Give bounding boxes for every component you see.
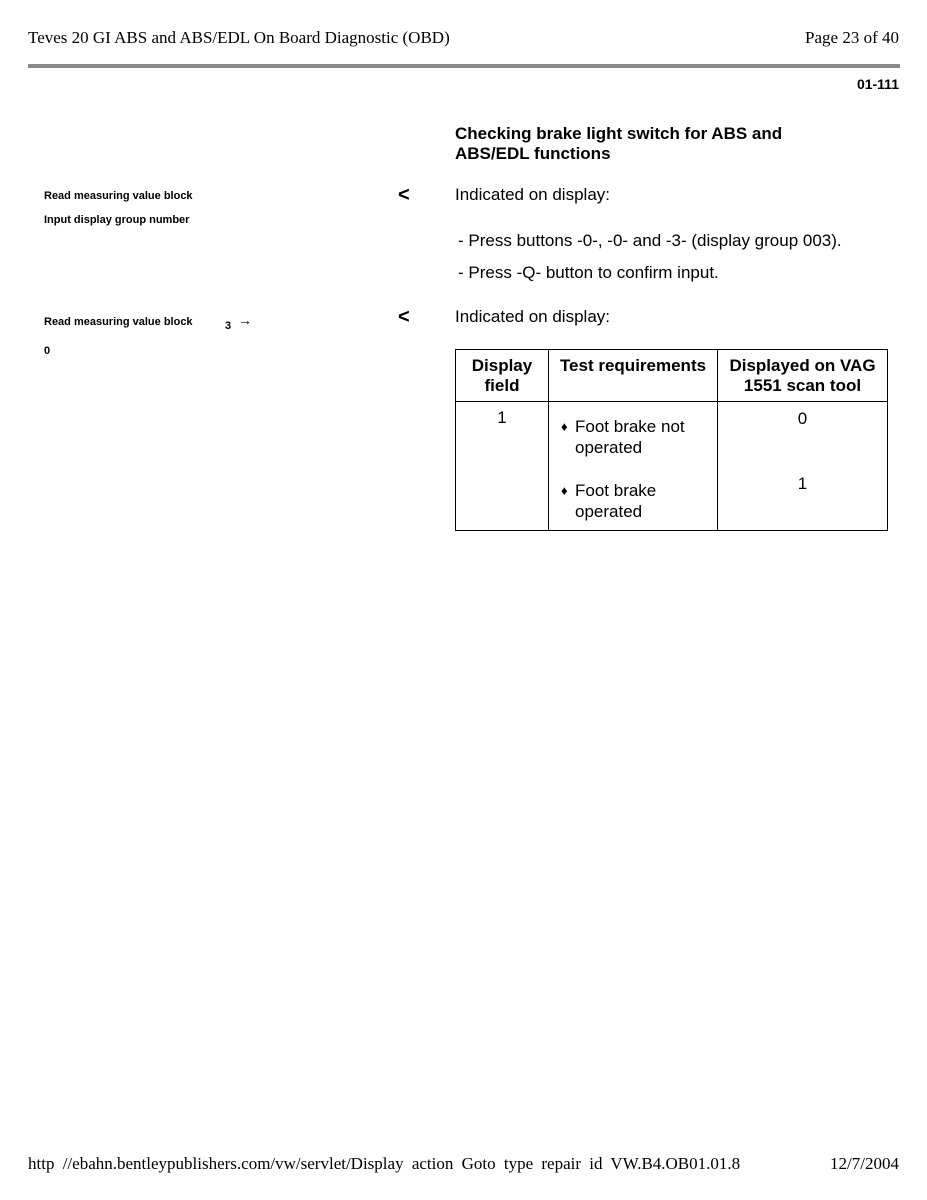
page-number: Page 23 of 40 — [805, 28, 899, 47]
document-title: Teves 20 GI ABS and ABS/EDL On Board Diagnostic (OBD) — [28, 28, 450, 47]
header-divider — [28, 64, 900, 68]
step-dash: - — [458, 231, 469, 250]
arrow-right-icon: → — [238, 312, 252, 328]
footer-date: 12/7/2004 — [830, 1154, 899, 1173]
list-item — [549, 458, 717, 522]
display-panel-1-line-2: Input display group number — [44, 214, 190, 226]
footer-url: http //ebahn.bentleypublishers.com/vw/servlet/Display action Goto type repair id VW.B4.OB01.01.8 — [28, 1154, 741, 1173]
displayed-values-cell — [718, 402, 888, 531]
column-header-displayed-value: Displayed on VAG 1551 scan tool — [718, 350, 888, 402]
list-item — [549, 402, 717, 458]
display-values-table — [455, 349, 888, 531]
chevron-left-icon: < — [398, 306, 410, 328]
chevron-left-icon: < — [398, 184, 410, 206]
display-field-cell — [456, 402, 549, 531]
diamond-bullet-icon: ♦ — [561, 483, 568, 498]
section-heading: Checking brake light switch for ABS and ABS/EDL functions — [455, 124, 783, 163]
step-item — [458, 263, 719, 283]
display-panel-1-line-1: Read measuring value block — [44, 190, 193, 202]
step-item — [458, 231, 842, 251]
display-panel-2-line-1: Read measuring value block — [44, 316, 193, 328]
requirement-text: Foot brake operated — [575, 481, 657, 521]
display-panel-2-line-2: 0 — [44, 345, 51, 357]
step-dash: - — [458, 263, 469, 282]
table-row — [456, 402, 888, 531]
indicated-on-display-1: Indicated on display: — [455, 185, 610, 204]
section-code: 01-111 — [856, 76, 899, 92]
table-header-row — [456, 350, 888, 402]
column-header-display-field: Display field — [456, 350, 549, 402]
indicated-on-display-2: Indicated on display: — [455, 307, 610, 326]
requirement-text: Foot brake not operated — [575, 417, 685, 457]
requirements-cell — [549, 402, 718, 531]
displayed-value: 0 — [797, 409, 808, 428]
column-header-test-requirements: Test requirements — [549, 350, 718, 402]
step-text: Press -Q- button to confirm input. — [468, 263, 719, 282]
display-field-value: 1 — [497, 408, 507, 427]
displayed-value: 1 — [797, 474, 808, 493]
step-text: Press buttons -0-, -0- and -3- (display group 003). — [468, 231, 842, 250]
display-group-number: 3 — [225, 320, 232, 332]
diamond-bullet-icon: ♦ — [561, 419, 568, 434]
